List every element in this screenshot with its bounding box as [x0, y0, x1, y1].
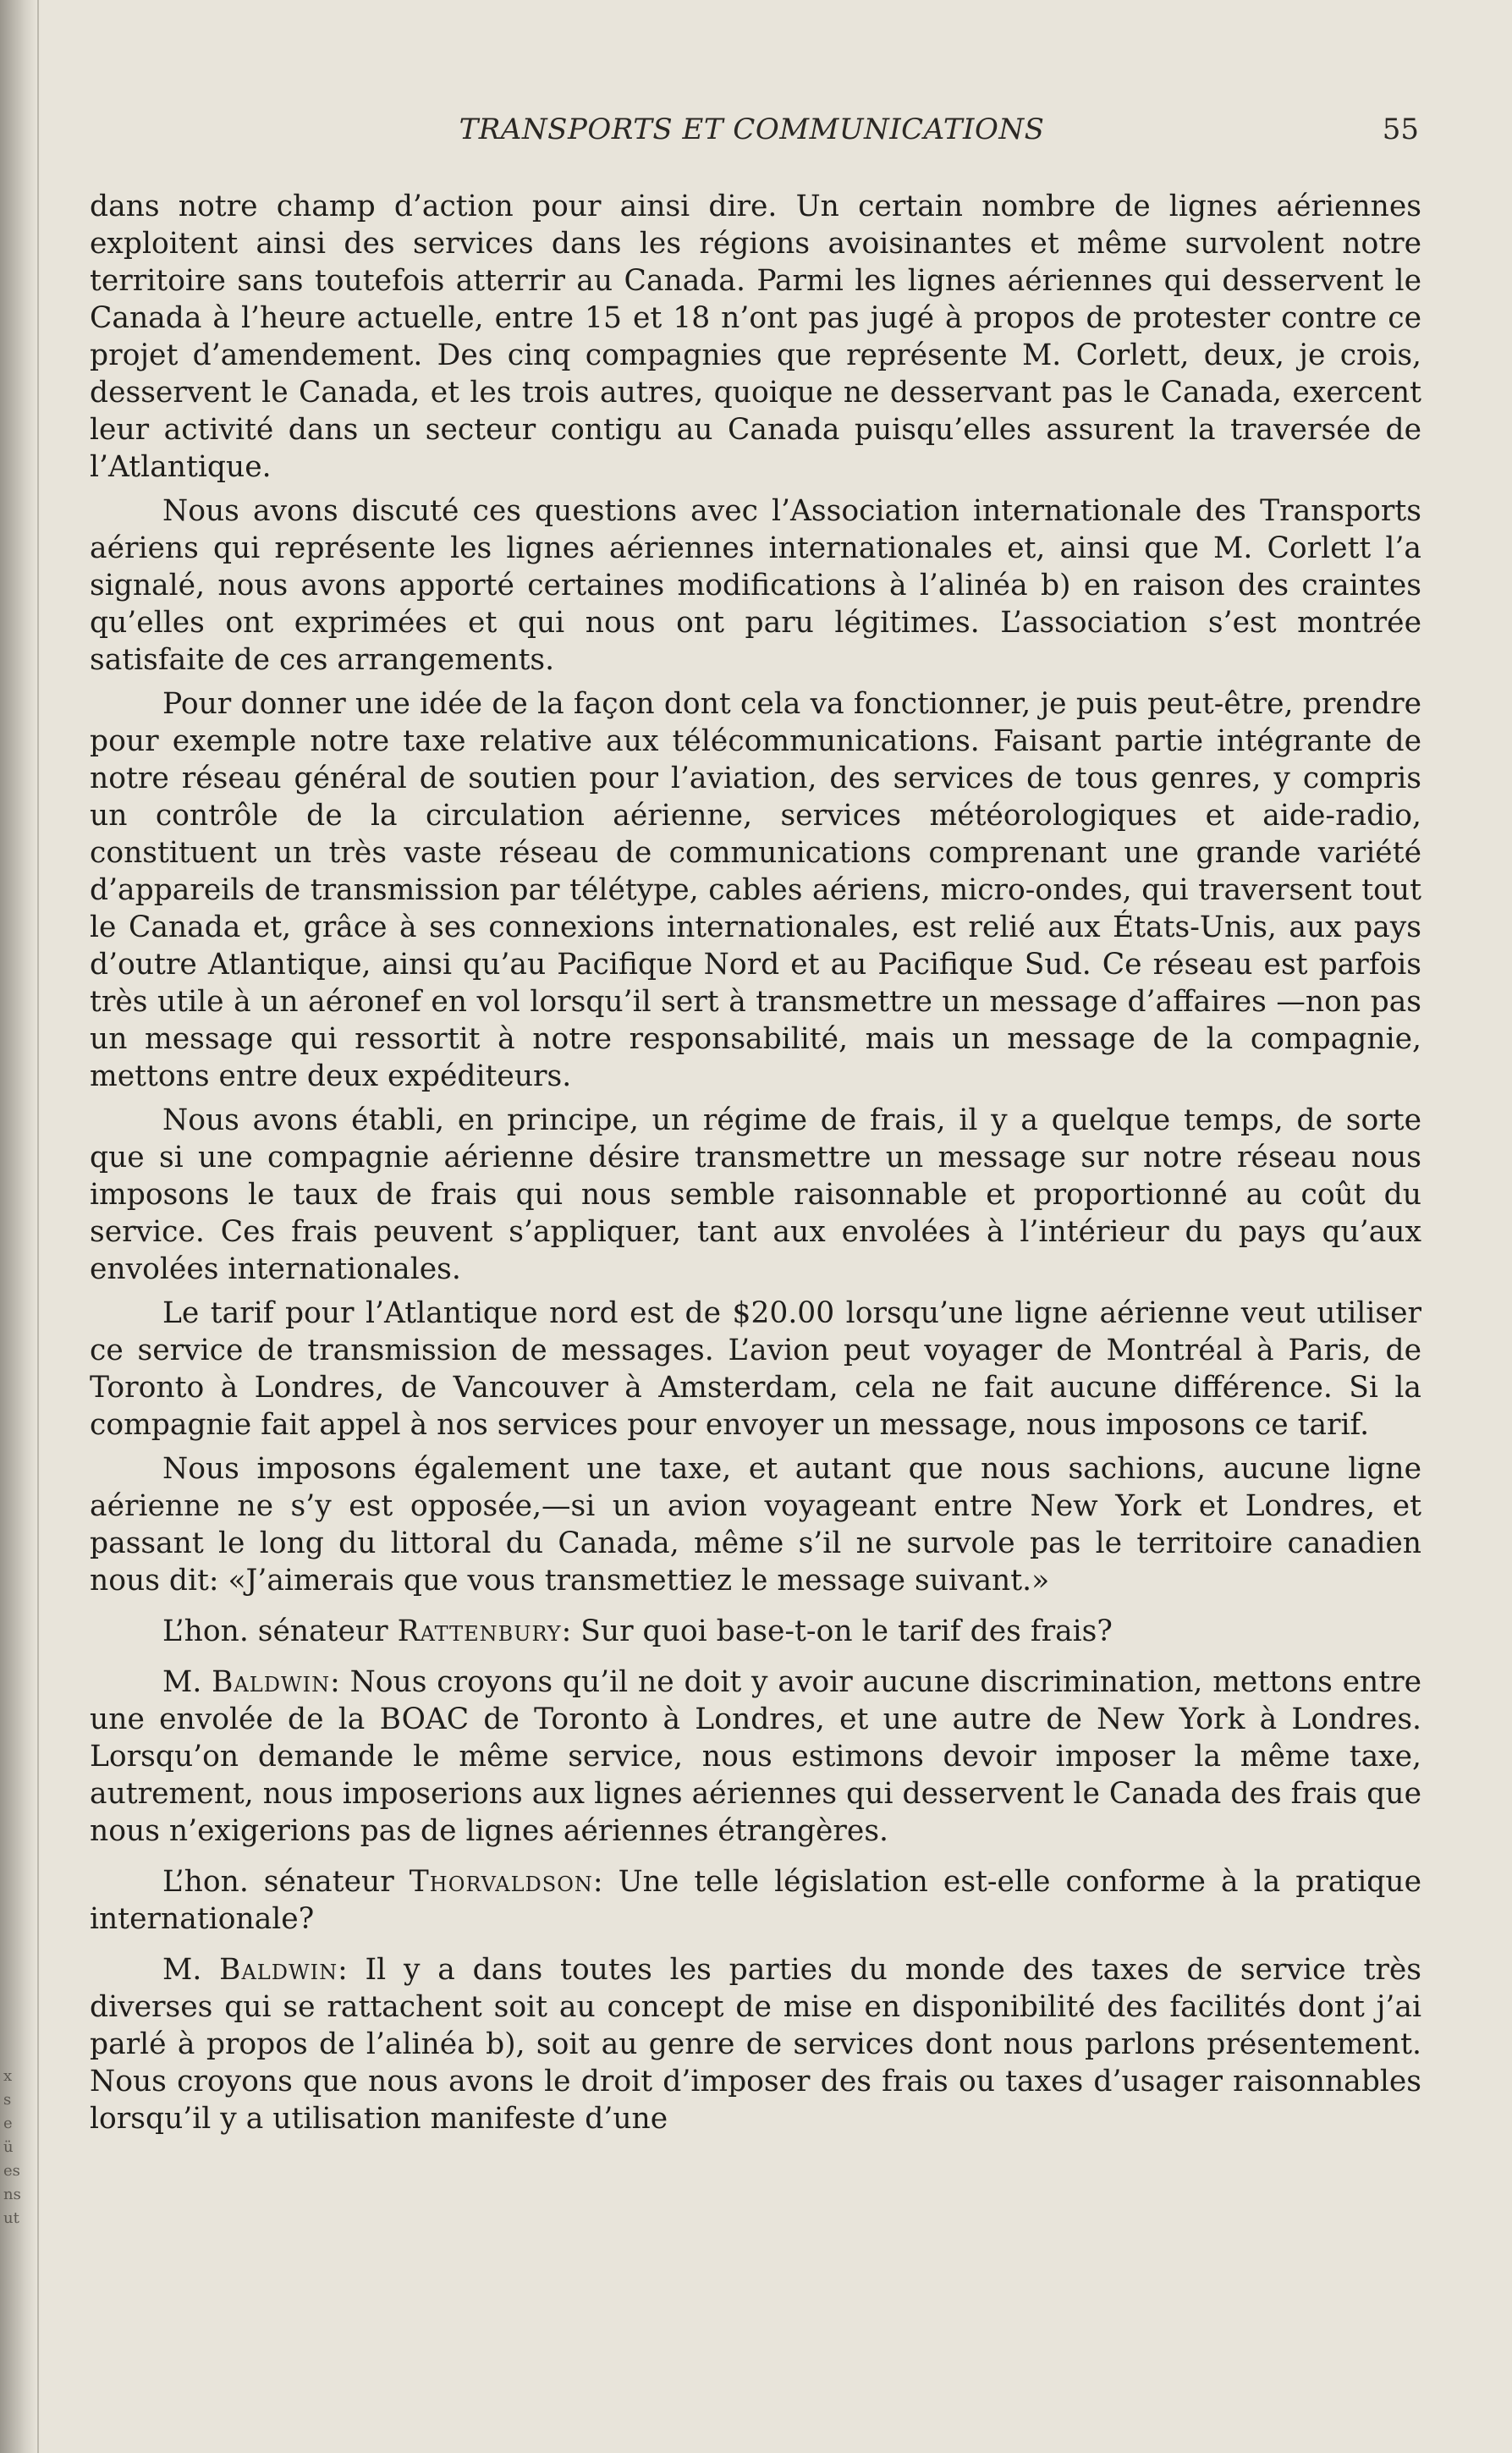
speaker-title: L’hon. sénateur — [162, 1865, 410, 1899]
speaker-title: L’hon. sénateur — [162, 1614, 398, 1648]
speaker-title: M. — [162, 1665, 212, 1699]
speaker-name: Baldwin — [212, 1665, 331, 1699]
speaker-name: Thorvaldson — [409, 1865, 593, 1899]
speaker-title: M. — [162, 1953, 220, 1987]
paragraph-continuation: dans notre champ d’action pour ainsi dire. Un certain nombre de lignes aériennes exploitent ainsi des services dans les régions avoisinantes et même survolent notre territoire sans toutefois atterrir au Canada. Parmi les lignes aériennes qui desservent le Canada à l’heure actuelle, entre 15 et 18 n’ont pas jugé à propos de protester contre ce projet d’amendement. Des cinq compagnies que représente M. Corlett, deux, je crois, desservent le Canada, et les trois autres, quoique ne desservant pas le Canada, exercent leur activité dans un secteur contigu au Canada puisqu’elles assurent la traversée de l’Atlantique. — [90, 190, 1421, 484]
page-number: 55 — [1382, 113, 1419, 146]
margin-fragment: ü — [3, 2138, 14, 2156]
dialogue-thorvaldson-question — [90, 1863, 1421, 1938]
margin-fragment: e — [3, 2115, 13, 2132]
dialogue-text: : Une telle législation est-elle conforme à la pratique internationale? — [90, 1865, 1421, 1936]
paragraph-iata-discussion: Nous avons discuté ces questions avec l’Association internationale des Transports aériens qui représente les lignes aériennes internationales et, ainsi que M. Corlett l’a signalé, nous avons apporté certaines modifications à l’alinéa b) en raison des craintes qu’elles ont exprimées et qui nous ont paru légitimes. L’association s’est montrée satisfaite de ces arrangements. — [90, 494, 1421, 677]
margin-fragment: ut — [3, 2209, 19, 2227]
speaker-name: Rattenbury — [397, 1614, 562, 1648]
margin-fragment: ns — [3, 2186, 21, 2203]
dialogue-rattenbury-question — [90, 1613, 1421, 1650]
margin-fragment: s — [3, 2091, 12, 2109]
margin-fragment: es — [3, 2162, 20, 2180]
margin-fragment: x — [3, 2067, 13, 2085]
paragraph-north-atlantic-rate: Le tarif pour l’Atlantique nord est de $20.00 lorsqu’une ligne aérienne veut utiliser ce service de transmission de messages. L’avion peut voyager de Montréal à Paris, de Toronto à Londres, de Vancouver à Amsterdam, cela ne fait aucune différence. Si la compagnie fait appel à nos services pour envoyer un message, nous imposons ce tarif. — [90, 1296, 1421, 1442]
left-margin-bleed-through — [3, 2065, 20, 2230]
dialogue-text: : Il y a dans toutes les parties du monde des taxes de service très diverses qui se rattachent soit au concept de mise en disponibilité des facilités dont j’ai parlé à propos de l’alinéa b), soit au genre de services dont nous parlons présentement. Nous croyons que nous avons le droit d’imposer des frais ou taxes d’usager raisonnables lorsqu’il y a utilisation manifeste d’une — [90, 1953, 1421, 2136]
speaker-name: Baldwin — [219, 1953, 338, 1987]
body-text — [90, 188, 1421, 2144]
paragraph-overflight-tax: Nous imposons également une taxe, et autant que nous sachions, aucune ligne aérienne ne s’y est opposée,—si un avion voyageant entre New York et Londres, et passant le long du littoral du Canada, même s’il ne survole pas le territoire canadien nous dit: «J’aimerais que vous transmettiez le message suivant.» — [90, 1452, 1421, 1598]
paragraph-fee-regime: Nous avons établi, en principe, un régime de frais, il y a quelque temps, de sorte que si une compagnie aérienne désire transmettre un message sur notre réseau nous imposons le taux de frais qui nous semble raisonnable et proportionné au coût du service. Ces frais peuvent s’appliquer, tant aux envolées à l’intérieur du pays qu’aux envolées internationales. — [90, 1103, 1421, 1286]
dialogue-text: : Sur quoi base-t-on le tarif des frais? — [561, 1614, 1113, 1648]
paragraph-telecom-example: Pour donner une idée de la façon dont cela va fonctionner, je puis peut-être, prendre pour exemple notre taxe relative aux télécommunications. Faisant partie intégrante de notre réseau général de soutien pour l’aviation, des services de tous genres, y compris un contrôle de la circulation aérienne, services météorologiques et aide-radio, constituent un très vaste réseau de communications comprenant une grande variété d’appareils de transmission par télétype, cables aériens, micro-ondes, qui traversent tout le Canada et, grâce à ses connexions internationales, est relié aux États-Unis, aux pays d’outre Atlantique, ainsi qu’au Pacifique Nord et au Pacifique Sud. Ce réseau est parfois très utile à un aéronef en vol lorsqu’il sert à transmettre un message d’affaires —non pas un message qui ressortit à notre responsabilité, mais un message de la compagnie, mettons entre deux expéditeurs. — [90, 687, 1421, 1093]
dialogue-baldwin-answer-1 — [90, 1664, 1421, 1850]
running-title: TRANSPORTS ET COMMUNICATIONS — [459, 113, 1045, 146]
page-gutter-line — [37, 0, 39, 2453]
dialogue-text: : Nous croyons qu’il ne doit y avoir aucune discrimination, mettons entre une envolée de la BOAC de Toronto à Londres, et une autre de New York à Londres. Lorsqu’on demande le même service, nous estimons devoir imposer la même taxe, autrement, nous imposerions aux lignes aériennes qui desservent le Canada des frais que nous n’exigerions pas de lignes aériennes étrangères. — [90, 1665, 1421, 1848]
running-header — [85, 113, 1419, 150]
dialogue-baldwin-answer-2 — [90, 1951, 1421, 2137]
